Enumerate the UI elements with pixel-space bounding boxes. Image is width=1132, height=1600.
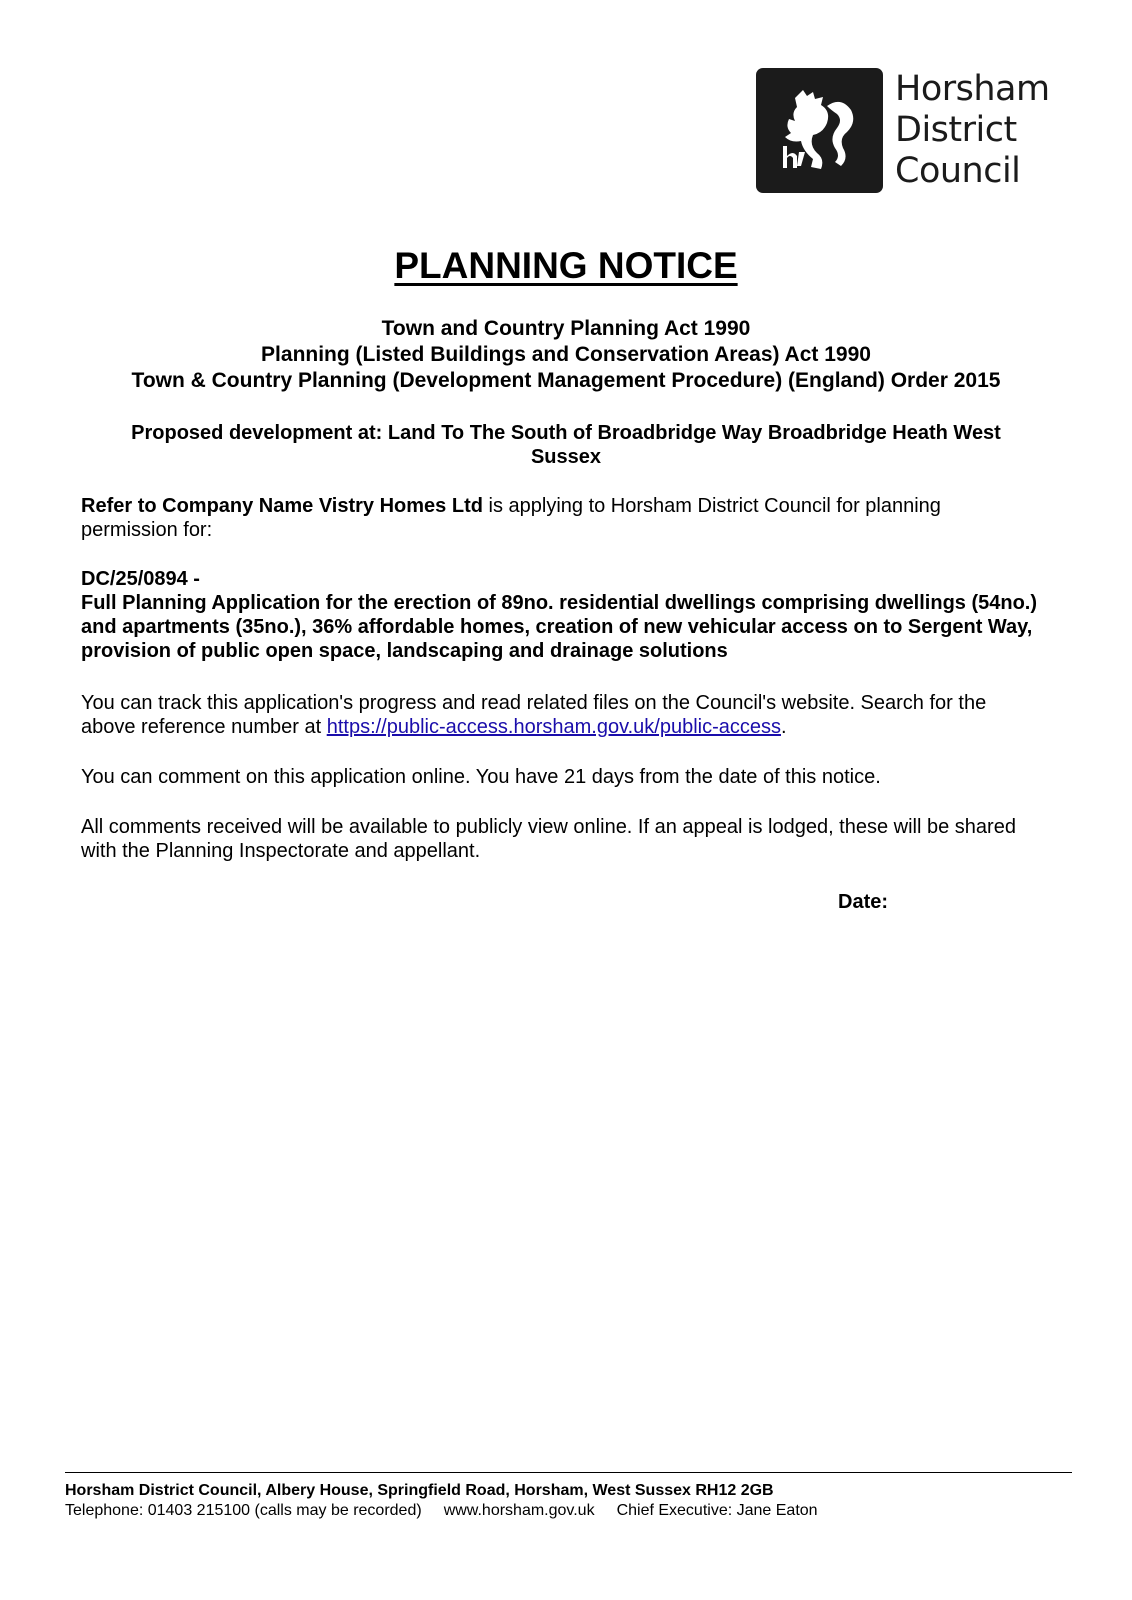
page-title: PLANNING NOTICE — [394, 245, 738, 286]
application-block — [81, 567, 1041, 663]
footer-contact — [65, 1501, 840, 1521]
act-line: Town & Country Planning (Development Management Procedure) (England) Order 2015 — [131, 369, 1001, 392]
date-label: Date: — [838, 891, 889, 913]
legislation-list — [0, 316, 1132, 394]
logo-line: District — [895, 110, 1017, 150]
applicant-paragraph — [81, 494, 1041, 542]
application-description: Full Planning Application for the erection of 89no. residential dwellings comprising dwellings (54no.) and apartments (35no.), 36% affordable homes, creation of new vehicular access on to Sergent Way, provision of public open space, landscaping and drainage solutions — [81, 592, 1038, 662]
footer-telephone: Telephone: 01403 215100 (calls may be recorded) — [65, 1502, 422, 1519]
tracking-paragraph: You can track this application's progress and read related files on the Council's website. Search for the above reference number at https://public-access.horsham.gov.uk/public-access. — [81, 692, 987, 738]
act-line: Planning (Listed Buildings and Conservation Areas) Act 1990 — [261, 343, 871, 366]
footer — [65, 1481, 840, 1521]
footer-divider — [65, 1472, 1072, 1473]
council-logo — [756, 68, 1050, 193]
applicant-name: Refer to Company Name Vistry Homes Ltd — [81, 495, 483, 517]
tracking-text: You can track this application's progress and read related files on the Council's website. Search for the above reference number at — [81, 692, 987, 738]
application-reference: DC/25/0894 - — [81, 568, 200, 590]
lion-emblem-icon — [756, 68, 883, 193]
comment-paragraph: You can comment on this application online. You have 21 days from the date of this notice. — [81, 766, 881, 788]
public-access-link[interactable]: https://public-access.horsham.gov.uk/public-access — [326, 716, 781, 738]
applicant-text: is applying to Horsham District Council for planning permission for: — [81, 495, 941, 541]
logo-line: Horsham — [895, 69, 1050, 109]
act-line: Town and Country Planning Act 1990 — [381, 317, 751, 340]
development-location: Proposed development at: Land To The South of Broadbridge Way Broadbridge Heath West Sussex — [131, 422, 1001, 468]
public-comments-paragraph: All comments received will be available to publicly view online. If an appeal is lodged, these will be shared with the Planning Inspectorate and appellant. — [81, 816, 1016, 862]
footer-website: www.horsham.gov.uk — [443, 1502, 595, 1519]
footer-address: Horsham District Council, Albery House, Springfield Road, Horsham, West Sussex RH12 2GB — [65, 1482, 774, 1499]
logo-wordmark — [895, 69, 1050, 192]
logo-line: Council — [895, 151, 1021, 191]
footer-chief-executive: Chief Executive: Jane Eaton — [616, 1502, 818, 1519]
